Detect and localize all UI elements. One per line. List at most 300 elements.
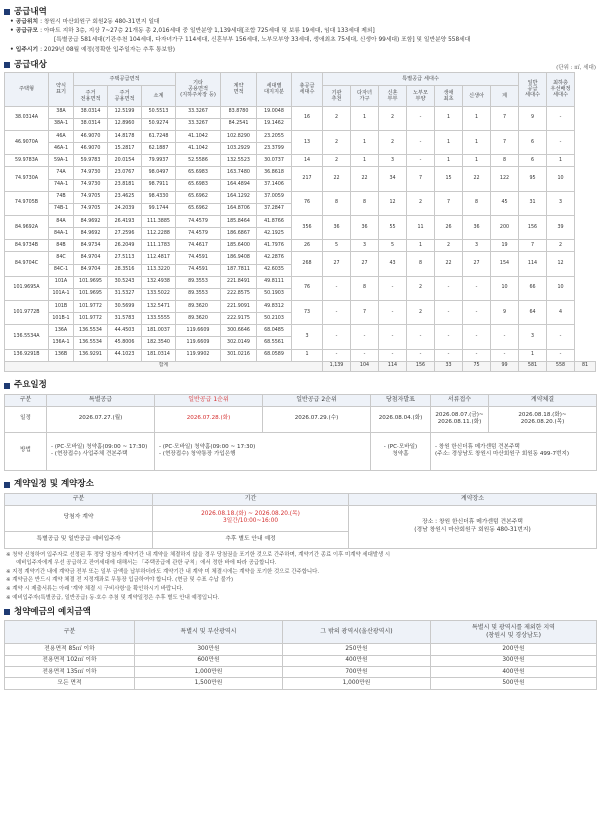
multi-cell: 36 — [351, 215, 379, 239]
model-cell: 38.0314A — [5, 106, 49, 130]
common-cell: 31.5783 — [108, 313, 142, 325]
exclusive-cell: 84.9692 — [74, 215, 108, 227]
th-other: 기타 공용면적 (지하주차장 등) — [176, 72, 221, 106]
agency-cell: 2 — [323, 106, 351, 130]
deposit-th: 구분 — [5, 621, 135, 644]
general-units-cell: 114 — [519, 252, 547, 276]
common-cell: 15.2817 — [108, 143, 142, 155]
note-line: ※ 예비입주자(특별공급, 일반공급) 동·호수 추첨 및 계약일정은 추후 별도 안내 예정입니다. — [6, 594, 220, 601]
land-share-cell: 30.0737 — [257, 155, 292, 167]
newborn-cell: 27 — [463, 252, 491, 276]
common-cell: 45.8006 — [108, 337, 142, 349]
other-area-cell: 33.3267 — [176, 106, 221, 118]
special-sum-cell: 9 — [491, 300, 519, 324]
schedule-th: 특별공급 — [47, 394, 155, 406]
note-line: ※ 지정 계약기간 내에 계약금 전부 또는 일부 금액을 납부하더라도 계약기간 내 계약 미 체결시에는 계약을 포기한 것으로 간주합니다. — [6, 568, 320, 575]
general-units-cell: 95 — [519, 167, 547, 191]
multi-cell: - — [351, 325, 379, 349]
model-cell: 74.9705B — [5, 191, 49, 215]
th-elderly: 노부모 부양 — [407, 85, 435, 106]
common-cell: 12.5199 — [108, 106, 142, 118]
lowest-floor-cell: 12 — [547, 252, 575, 276]
first-cell: 22 — [435, 252, 463, 276]
deposit-row — [5, 678, 597, 689]
elderly-cell: 1 — [407, 240, 435, 252]
special-sum-cell: - — [491, 349, 519, 361]
other-area-cell: 74.4579 — [176, 215, 221, 227]
newborn-cell: - — [463, 300, 491, 324]
newborn-cell: - — [463, 349, 491, 361]
newborn-cell: - — [463, 276, 491, 300]
lowest-floor-cell: - — [547, 130, 575, 154]
contract-place: 장소 : 창원 한신더휴 메가센텀 견본주택 (경남 창원시 마산회원구 회원동 480-31번지) — [349, 505, 597, 548]
agency-cell: - — [323, 349, 351, 361]
newlywed-cell: 156 — [407, 361, 435, 371]
deposit-th: 특별시 및 광역시를 제외한 지역 (창원시 및 경상남도) — [431, 621, 597, 644]
land-share-cell: 36.8618 — [257, 167, 292, 179]
contract-row-label: 특별공급 및 일반공급 예비입주자 — [5, 531, 153, 548]
land-share-cell: 68.0485 — [257, 325, 292, 337]
deposit-cell: 400만원 — [283, 655, 431, 666]
schedule-method: - (PC·모바일) 청약홈(09:00 ~ 17:30) - (현장접수) 사업주체 견본주택 — [47, 432, 155, 470]
other-area-cell: 89.3620 — [176, 313, 221, 325]
table-row — [5, 240, 596, 252]
schedule-th: 당첨자발표 — [371, 394, 431, 406]
subtotal-cell: 132.5471 — [142, 300, 176, 312]
elderly-cell: - — [407, 349, 435, 361]
other-area-cell: 65.6962 — [176, 203, 221, 215]
elderly-cell: 11 — [407, 215, 435, 239]
short-cell: 84A — [49, 215, 74, 227]
first-cell: - — [435, 349, 463, 361]
contract-area-cell: 185.8464 — [221, 215, 257, 227]
subtotal-cell: 111.3885 — [142, 215, 176, 227]
contract-area-cell: 103.2929 — [221, 143, 257, 155]
first-cell: 75 — [463, 361, 491, 371]
first-cell: - — [435, 276, 463, 300]
short-cell: 74A-1 — [49, 179, 74, 191]
deposit-row — [5, 644, 597, 655]
land-share-cell: 41.7976 — [257, 240, 292, 252]
note-line: 예비입주자에게 우선 공급하고 잔여세대에 대해서는 「주택공급에 관한 규칙」에서 정한 바에 따라 공급합니다. — [16, 560, 277, 567]
subtotal-cell: 133.5022 — [142, 288, 176, 300]
deposit-row — [5, 666, 597, 677]
contract-area-cell: 222.9175 — [221, 313, 257, 325]
contract-area-cell: 301.0216 — [221, 349, 257, 361]
common-cell: 26.2049 — [108, 240, 142, 252]
special-sum-cell: - — [491, 325, 519, 349]
other-area-cell: 89.3553 — [176, 276, 221, 288]
th-model: 주택형 — [5, 72, 49, 106]
contract-table — [4, 493, 597, 549]
newlywed-cell: 5 — [379, 240, 407, 252]
agency-cell: 8 — [323, 191, 351, 215]
subtotal-cell: 98.4330 — [142, 191, 176, 203]
agency-cell: 22 — [323, 167, 351, 191]
contract-area-cell: 164.1292 — [221, 191, 257, 203]
newlywed-cell: 12 — [379, 191, 407, 215]
supply-location: • 공급위치 : 창원시 마산회원구 회원2동 480-31번지 일대 — [10, 18, 596, 27]
schedule-row-label: 일정 — [5, 406, 47, 432]
schedule-th: 구분 — [5, 394, 47, 406]
supply-move-in: • 입주시기 : 2029년 08월 예정(정확한 입주일자는 추후 통보함) — [10, 46, 596, 55]
exclusive-cell: 101.9695 — [74, 288, 108, 300]
common-cell: 23.0767 — [108, 167, 142, 179]
land-share-cell: 68.0589 — [257, 349, 292, 361]
other-area-cell: 89.3620 — [176, 300, 221, 312]
contract-area-cell: 221.9091 — [221, 300, 257, 312]
special-sum-cell: 154 — [491, 252, 519, 276]
subtotal-cell: 182.3540 — [142, 337, 176, 349]
total-row — [5, 361, 596, 371]
common-cell: 31.5327 — [108, 288, 142, 300]
model-cell: 46.9070A — [5, 130, 49, 154]
multi-cell: 7 — [351, 300, 379, 324]
contract-area-cell: 102.8290 — [221, 130, 257, 142]
lowest-floor-cell: 10 — [547, 276, 575, 300]
other-area-cell: 41.1042 — [176, 130, 221, 142]
exclusive-cell: 136.5534 — [74, 325, 108, 337]
contract-area-cell: 84.2541 — [221, 118, 257, 130]
short-cell: 38A-1 — [49, 118, 74, 130]
multi-cell: 1 — [351, 155, 379, 167]
subtotal-cell: 61.7248 — [142, 130, 176, 142]
short-cell: 46A-1 — [49, 143, 74, 155]
elderly-cell: - — [407, 106, 435, 130]
common-cell: 23.4625 — [108, 191, 142, 203]
common-cell: 26.4193 — [108, 215, 142, 227]
land-share-cell: 23.3799 — [257, 143, 292, 155]
th-lowest: 최하층 우선배정 세대수 — [547, 72, 575, 106]
multi-cell: 8 — [351, 191, 379, 215]
model-cell: 74.9730A — [5, 167, 49, 191]
common-cell: 30.5243 — [108, 276, 142, 288]
table-row — [5, 215, 596, 227]
general-units-cell: 3 — [519, 325, 547, 349]
newborn-cell: 8 — [463, 191, 491, 215]
schedule-th-highlight: 일반공급 1순위 — [155, 394, 263, 406]
schedule-method: - (PC·모바일) 청약홈 — [371, 432, 431, 470]
newlywed-cell: - — [379, 349, 407, 361]
special-sum-cell: 581 — [519, 361, 547, 371]
deposit-row — [5, 655, 597, 666]
subtotal-cell: 62.1887 — [142, 143, 176, 155]
section-bullet-icon — [4, 609, 10, 615]
exclusive-cell: 59.9783 — [74, 155, 108, 167]
section-bullet-icon — [4, 9, 10, 15]
subtotal-cell: 50.9274 — [142, 118, 176, 130]
common-cell: 28.3516 — [108, 264, 142, 276]
other-area-cell: 119.6609 — [176, 325, 221, 337]
short-cell: 101A — [49, 276, 74, 288]
first-cell: 26 — [435, 215, 463, 239]
exclusive-cell: 101.9695 — [74, 276, 108, 288]
total-units-cell: 13 — [292, 130, 323, 154]
short-cell: 74B — [49, 191, 74, 203]
total-units-cell: 3 — [292, 325, 323, 349]
table-row — [5, 252, 596, 264]
newborn-cell: 3 — [463, 240, 491, 252]
agency-cell: 2 — [323, 130, 351, 154]
contract-area-cell: 302.0149 — [221, 337, 257, 349]
supply-scale: • 공급규모 : 아파트 지하 3층, 지상 7~27층 21개동 총 2,016세대 중 일반분양 1,139세대[조합 725세대 및 보류 19세대, 임대 133세대 제외] — [10, 27, 596, 36]
schedule-table — [4, 394, 597, 471]
first-cell: - — [435, 325, 463, 349]
contract-row-label: 당첨자 계약 — [5, 505, 153, 531]
short-cell: 101B-1 — [49, 313, 74, 325]
agency-cell: 2 — [323, 155, 351, 167]
multi-cell: - — [351, 349, 379, 361]
subtotal-cell: 50.5513 — [142, 106, 176, 118]
land-share-cell: 49.8312 — [257, 300, 292, 312]
other-area-cell: 65.6983 — [176, 179, 221, 191]
table-row — [5, 191, 596, 203]
contract-area-cell: 132.5523 — [221, 155, 257, 167]
common-cell: 27.5113 — [108, 252, 142, 264]
table-row — [5, 349, 596, 361]
land-share-cell: 50.1903 — [257, 288, 292, 300]
th-exclusive: 주거 전용면적 — [74, 85, 108, 106]
other-area-cell: 33.3267 — [176, 118, 221, 130]
th-contract: 계약 면적 — [221, 72, 257, 106]
agency-cell: 27 — [323, 252, 351, 276]
contract-th: 기간 — [153, 493, 349, 505]
multi-cell: 1 — [351, 106, 379, 130]
exclusive-cell: 101.9772 — [74, 313, 108, 325]
supply-title-text: 공급내역 — [14, 6, 47, 17]
elderly-cell: 2 — [407, 191, 435, 215]
newborn-cell: - — [463, 325, 491, 349]
contract-area-cell: 83.8780 — [221, 106, 257, 118]
total-units-cell: 16 — [292, 106, 323, 130]
target-title-text: 공급대상 — [14, 59, 47, 70]
subtotal-cell: 113.3220 — [142, 264, 176, 276]
deposit-cell: 250만원 — [283, 644, 431, 655]
contract-th: 구분 — [5, 493, 153, 505]
other-area-cell: 65.6983 — [176, 167, 221, 179]
special-sum-cell: 122 — [491, 167, 519, 191]
note-line: ※ 청약 신청하여 입주자로 선정된 후 정당 당첨자 계약기간 내 계약을 체결하지 않을 경우 당첨권을 포기한 것으로 간주하며, 계약기간 종료 이후 미계약 세대발생 시 — [6, 551, 391, 558]
deposit-cell: 모든 면적 — [5, 678, 135, 689]
multi-cell: 1 — [351, 130, 379, 154]
lowest-floor-cell: 81 — [575, 361, 596, 371]
deposit-cell: 500만원 — [431, 678, 597, 689]
short-cell: 136A — [49, 325, 74, 337]
short-cell: 46A — [49, 130, 74, 142]
note-line: ※ 계약금은 반드시 계약 체결 전 지정계좌로 무통장 입금하여야 합니다. (현금 및 수표 수납 불가) — [6, 577, 234, 584]
subtotal-cell: 111.1783 — [142, 240, 176, 252]
contract-notes — [4, 551, 596, 603]
common-cell: 44.1023 — [108, 349, 142, 361]
supply-info — [4, 18, 596, 55]
land-share-cell: 50.2103 — [257, 313, 292, 325]
other-area-cell: 119.6609 — [176, 337, 221, 349]
land-share-cell: 42.1925 — [257, 228, 292, 240]
schedule-title-text: 주요일정 — [14, 380, 47, 391]
first-cell: 1 — [435, 106, 463, 130]
special-sum-cell: 200 — [491, 215, 519, 239]
contract-area-cell: 300.6646 — [221, 325, 257, 337]
short-cell: 101A-1 — [49, 288, 74, 300]
model-cell: 84.9734B — [5, 240, 49, 252]
lowest-floor-cell: 2 — [547, 240, 575, 252]
th-multi: 다자녀 가구 — [351, 85, 379, 106]
th-total: 총공급 세대수 — [292, 72, 323, 106]
section-title-deposit — [4, 606, 596, 618]
subtotal-cell: 181.0314 — [142, 349, 176, 361]
schedule-th: 일반공급 2순위 — [263, 394, 371, 406]
deposit-cell: 전용면적 135㎡ 이하 — [5, 666, 135, 677]
short-cell: 84C — [49, 252, 74, 264]
th-agency: 기관 추천 — [323, 85, 351, 106]
general-units-cell: 6 — [519, 130, 547, 154]
deposit-cell: 전용면적 85㎡ 이하 — [5, 644, 135, 655]
common-cell: 20.0154 — [108, 155, 142, 167]
total-units-cell: 1,139 — [323, 361, 351, 371]
common-cell: 24.2039 — [108, 203, 142, 215]
model-cell: 136.5534A — [5, 325, 49, 349]
multi-cell: 114 — [379, 361, 407, 371]
deposit-cell: 400만원 — [431, 666, 597, 677]
contract-area-cell: 163.7480 — [221, 167, 257, 179]
newlywed-cell: 3 — [379, 155, 407, 167]
land-share-cell: 42.2876 — [257, 252, 292, 264]
land-share-cell: 19.1462 — [257, 118, 292, 130]
other-area-cell: 74.4591 — [176, 264, 221, 276]
table-row — [5, 300, 596, 312]
contract-area-cell: 185.6400 — [221, 240, 257, 252]
elderly-cell: - — [407, 155, 435, 167]
schedule-date: 2026.08.18.(화)~ 2026.08.20.(목) — [489, 406, 597, 432]
contract-area-cell: 187.7811 — [221, 264, 257, 276]
first-cell: 15 — [435, 167, 463, 191]
common-cell: 12.8960 — [108, 118, 142, 130]
multi-cell: 3 — [351, 240, 379, 252]
short-cell: 136A-1 — [49, 337, 74, 349]
multi-cell: 22 — [351, 167, 379, 191]
exclusive-cell: 84.9704 — [74, 252, 108, 264]
special-sum-cell: 8 — [491, 155, 519, 167]
schedule-date: 2026.07.29.(수) — [263, 406, 371, 432]
th-special-group: 특별공급 세대수 — [323, 72, 519, 85]
general-units-cell: 66 — [519, 276, 547, 300]
contract-area-cell: 164.8706 — [221, 203, 257, 215]
contract-area-cell: 221.8491 — [221, 276, 257, 288]
newlywed-cell: 2 — [379, 130, 407, 154]
first-cell: - — [435, 300, 463, 324]
agency-cell: - — [323, 300, 351, 324]
schedule-date: 2026.08.04.(화) — [371, 406, 431, 432]
elderly-cell: - — [407, 130, 435, 154]
exclusive-cell: 84.9692 — [74, 228, 108, 240]
newlywed-cell: 34 — [379, 167, 407, 191]
newborn-cell: 36 — [463, 215, 491, 239]
land-share-cell: 23.2055 — [257, 130, 292, 142]
other-area-cell: 74.4617 — [176, 240, 221, 252]
deposit-title-text: 청약예금의 예치금액 — [14, 606, 91, 617]
table-row — [5, 276, 596, 288]
exclusive-cell: 101.9772 — [74, 300, 108, 312]
subtotal-cell: 79.9937 — [142, 155, 176, 167]
note-line: ※ 계약 시 제출서류는 아래 '계약 체결 시 구비사항'을 확인하시기 바랍니다. — [6, 586, 184, 593]
general-units-cell: 31 — [519, 191, 547, 215]
exclusive-cell: 136.5534 — [74, 337, 108, 349]
land-share-cell: 42.6035 — [257, 264, 292, 276]
elderly-cell: 2 — [407, 300, 435, 324]
other-area-cell: 74.4579 — [176, 228, 221, 240]
land-share-cell: 68.5561 — [257, 337, 292, 349]
lowest-floor-cell: 1 — [547, 155, 575, 167]
total-units-cell: 26 — [292, 240, 323, 252]
newlywed-cell: 43 — [379, 252, 407, 276]
newborn-cell: 1 — [463, 130, 491, 154]
common-cell: 27.2596 — [108, 228, 142, 240]
agency-cell: 5 — [323, 240, 351, 252]
total-units-cell: 1 — [292, 349, 323, 361]
general-units-cell: 6 — [519, 155, 547, 167]
table-row — [5, 325, 596, 337]
short-cell: 74A — [49, 167, 74, 179]
special-sum-cell: 45 — [491, 191, 519, 215]
newborn-cell: 1 — [463, 106, 491, 130]
exclusive-cell: 38.0314 — [74, 106, 108, 118]
model-cell: 84.9692A — [5, 215, 49, 239]
other-area-cell: 89.3553 — [176, 288, 221, 300]
common-cell: 30.5699 — [108, 300, 142, 312]
contract-period-highlight: 2026.08.18.(화) ~ 2026.08.20.(목) 3일간/10:00~16:00 — [153, 505, 349, 531]
special-sum-cell: 10 — [491, 276, 519, 300]
general-units-cell: 7 — [519, 240, 547, 252]
newborn-cell: 1 — [463, 155, 491, 167]
schedule-method: - (PC·모바일) 청약홈(09:00 ~ 17:30) - (현장접수) 청약통장 가입은행 — [155, 432, 371, 470]
newborn-cell: 99 — [491, 361, 519, 371]
lowest-floor-cell: 39 — [547, 215, 575, 239]
model-cell: 84.9704C — [5, 252, 49, 276]
total-units-cell: 268 — [292, 252, 323, 276]
total-units-cell: 73 — [292, 300, 323, 324]
deposit-cell: 1,000만원 — [135, 666, 283, 677]
elderly-cell: 8 — [407, 252, 435, 276]
th-newlywed: 신혼 부부 — [379, 85, 407, 106]
section-bullet-icon — [4, 482, 10, 488]
multi-cell: 8 — [351, 276, 379, 300]
first-cell: 7 — [435, 191, 463, 215]
contract-area-cell: 186.6867 — [221, 228, 257, 240]
th-common: 주거 공용면적 — [108, 85, 142, 106]
land-share-cell: 19.0048 — [257, 106, 292, 118]
th-first: 생애 최초 — [435, 85, 463, 106]
subtotal-cell: 98.7911 — [142, 179, 176, 191]
deposit-th: 특별시 및 부산광역시 — [135, 621, 283, 644]
exclusive-cell: 38.0314 — [74, 118, 108, 130]
supply-target-table — [4, 72, 596, 372]
short-cell: 38A — [49, 106, 74, 118]
contract-area-cell: 186.9408 — [221, 252, 257, 264]
subtotal-cell: 98.0497 — [142, 167, 176, 179]
deposit-cell: 1,500만원 — [135, 678, 283, 689]
first-cell: 1 — [435, 130, 463, 154]
th-newborn: 신생아 — [463, 85, 491, 106]
other-area-cell: 65.6962 — [176, 191, 221, 203]
th-short: 약식 표기 — [49, 72, 74, 106]
short-cell: 84B — [49, 240, 74, 252]
exclusive-cell: 84.9704 — [74, 264, 108, 276]
elderly-cell: 2 — [407, 276, 435, 300]
exclusive-cell: 74.9730 — [74, 179, 108, 191]
lowest-floor-cell: 10 — [547, 167, 575, 191]
table-row — [5, 167, 596, 179]
lowest-floor-cell: 4 — [547, 300, 575, 324]
